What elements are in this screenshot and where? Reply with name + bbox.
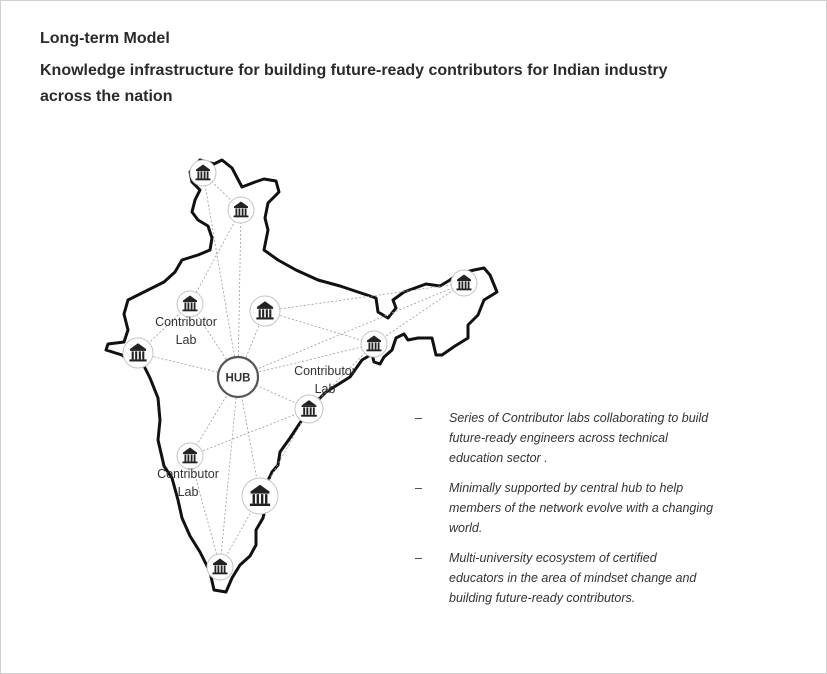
key-point-text: Minimally supported by central hub to help members of the network evolve with a changing world. (449, 481, 714, 535)
key-point (415, 548, 715, 608)
key-point (415, 478, 715, 538)
key-point (415, 408, 715, 468)
hub-node (218, 357, 258, 397)
contributor-lab-node (228, 197, 254, 223)
network-connector (238, 210, 241, 377)
lab-label-line1: Contributor (157, 467, 219, 481)
lab-label-line2: Lab (314, 382, 336, 396)
network-connector (190, 210, 241, 304)
contributor-lab-node (207, 554, 233, 580)
key-point-text: Series of Contributor labs collaborating to build future-ready engineers across technical education sector . (449, 411, 709, 465)
network-connector (265, 283, 464, 311)
bullet-dash: – (415, 551, 422, 565)
slide-subtitle: Long-term Model (40, 30, 170, 47)
network-connector (374, 283, 464, 344)
network-connector (265, 311, 374, 344)
contributor-lab-node (295, 395, 323, 423)
hub-label: HUB (225, 372, 251, 385)
contributor-lab-node (361, 331, 387, 357)
contributor-lab-label-north (141, 313, 231, 349)
bullet-dash: – (415, 481, 422, 495)
slide-title: Knowledge infrastructure for building future-ready contributors for Indian industry across the nation (40, 62, 668, 105)
lab-label-line1: Contributor (294, 364, 356, 378)
contributor-lab-node (250, 296, 280, 326)
contributor-lab-node (242, 478, 278, 514)
lab-label-line1: Contributor (155, 315, 217, 329)
lab-label-line2: Lab (175, 333, 197, 347)
lab-label-line2: Lab (177, 485, 199, 499)
contributor-lab-node (190, 160, 216, 186)
key-points-list (415, 408, 715, 618)
contributor-lab-label-east (280, 362, 370, 398)
key-point-text: Multi-university ecosystem of certified educators in the area of mindset change and building future-ready contributors. (449, 551, 697, 605)
contributor-lab-node (451, 270, 477, 296)
contributor-lab-label-south (143, 465, 233, 501)
network-connector (190, 409, 309, 456)
bullet-dash: – (415, 411, 422, 425)
